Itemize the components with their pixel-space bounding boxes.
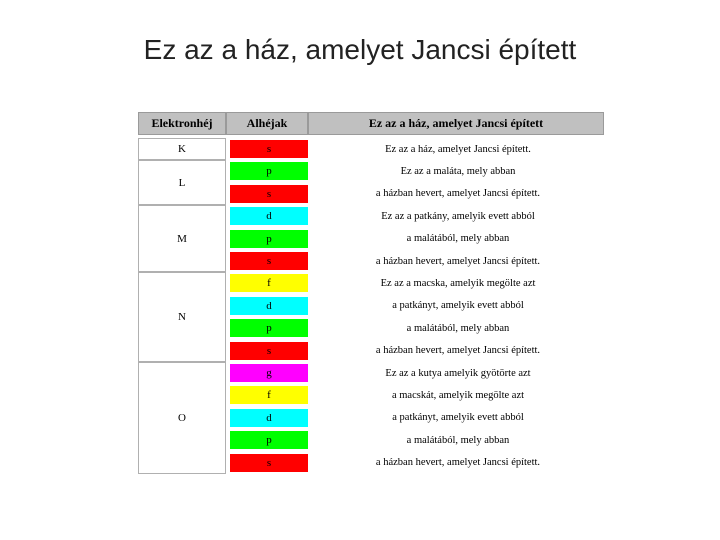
orbital-table xyxy=(138,112,604,476)
subshell-cell: f xyxy=(230,274,308,292)
header-shell: Elektronhéj xyxy=(138,112,226,135)
rhyme-line: Ez az a maláta, mely abban xyxy=(400,165,516,177)
shell-o: O xyxy=(138,362,226,474)
header-subshell: Alhéjak xyxy=(226,112,308,135)
rhyme-line: Ez az a kutya amelyik gyötörte azt xyxy=(385,367,531,379)
subshell-cell: f xyxy=(230,386,308,404)
subshell-cell: s xyxy=(230,185,308,203)
subshell-cell: p xyxy=(230,162,308,180)
subshell-cell: g xyxy=(230,364,308,382)
subshell-cell: s xyxy=(230,140,308,158)
header-text: Ez az a ház, amelyet Jancsi épített xyxy=(308,112,604,135)
subshell-cell: d xyxy=(230,207,308,225)
shell-l: L xyxy=(138,160,226,204)
rhyme-line: Ez az a patkány, amelyik evett abból xyxy=(381,210,535,222)
subshell-cell: s xyxy=(230,342,308,360)
subshell-cell: d xyxy=(230,297,308,315)
rhyme-line: a malátából, mely abban xyxy=(406,233,510,245)
shell-k: K xyxy=(138,138,226,160)
subshell-cell: d xyxy=(230,409,308,427)
shell-m: M xyxy=(138,205,226,272)
rhyme-line: a házban hevert, amelyet Jancsi épített. xyxy=(375,345,541,357)
subshell-cell: p xyxy=(230,431,308,449)
slide-title: Ez az a ház, amelyet Jancsi épített xyxy=(143,34,577,65)
rhyme-line: Ez az a ház, amelyet Jancsi épített. xyxy=(385,143,531,155)
subshell-cell: s xyxy=(230,454,308,472)
rhyme-line: a malátából, mely abban xyxy=(406,434,510,446)
rhyme-line: a házban hevert, amelyet Jancsi épített. xyxy=(375,188,541,200)
subshell-cell: p xyxy=(230,319,308,337)
rhyme-line: a házban hevert, amelyet Jancsi épített. xyxy=(375,457,541,469)
rhyme-line: a patkányt, amelyik evett abból xyxy=(392,412,524,424)
rhyme-line: Ez az a macska, amelyik megölte azt xyxy=(380,277,536,289)
shell-n: N xyxy=(138,272,226,361)
subshell-cell: p xyxy=(230,230,308,248)
rhyme-line: a malátából, mely abban xyxy=(406,322,510,334)
rhyme-line: a házban hevert, amelyet Jancsi épített. xyxy=(375,255,541,267)
rhyme-line: a macskát, amelyik megölte azt xyxy=(391,389,525,401)
rhyme-line: a patkányt, amelyik evett abból xyxy=(392,300,524,312)
subshell-cell: s xyxy=(230,252,308,270)
